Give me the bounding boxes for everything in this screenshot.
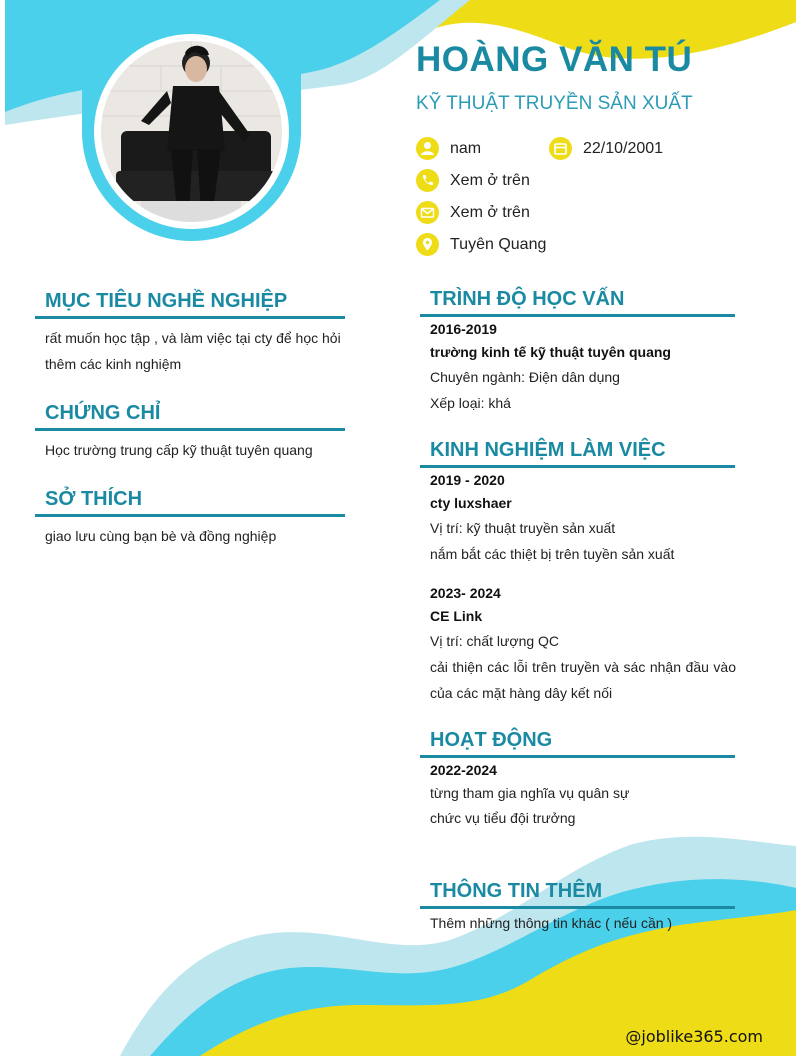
user-icon (416, 137, 439, 160)
experience-heading: KINH NGHIỆM LÀM VIỆC (430, 439, 666, 461)
objective-divider (35, 316, 345, 319)
email-icon (416, 201, 439, 224)
job-period: 2019 - 2020 (430, 472, 505, 488)
objective-heading: MỤC TIÊU NGHỀ NGHIỆP (45, 290, 288, 312)
activities-line: từng tham gia nghĩa vụ quân sự (430, 785, 630, 801)
job-title: KỸ THUẬT TRUYỀN SẢN XUẤT (416, 93, 693, 114)
birthday-row (549, 137, 663, 160)
extra-heading: THÔNG TIN THÊM (430, 880, 603, 902)
education-grade: Xếp loại: khá (430, 395, 511, 411)
certificates-divider (35, 428, 345, 431)
profile-photo (101, 41, 282, 222)
job-period: 2023- 2024 (430, 585, 501, 601)
job-description: nắm bắt các thiệt bị trên tuyền sản xuất (430, 546, 675, 562)
hobbies-divider (35, 514, 345, 517)
job-company: cty luxshaer (430, 495, 512, 511)
location-icon (416, 233, 439, 256)
gender-value: nam (450, 139, 482, 157)
education-heading: TRÌNH ĐỘ HỌC VẤN (430, 288, 625, 310)
certificates-heading: CHỨNG CHỈ (45, 402, 161, 424)
phone-row (416, 169, 530, 192)
email-value: Xem ở trên (450, 203, 530, 221)
hobbies-text: giao lưu cùng bạn bè và đồng nghiệp (45, 528, 277, 544)
phone-icon (416, 169, 439, 192)
education-period: 2016-2019 (430, 321, 497, 337)
extra-text: Thêm những thông tin khác ( nếu cần ) (430, 915, 673, 931)
email-row (416, 201, 530, 224)
activities-period: 2022-2024 (430, 762, 497, 778)
activities-heading: HOẠT ĐỘNG (430, 729, 553, 751)
job-position: Vị trí: chất lượng QC (430, 633, 560, 649)
job-description: cải thiện các lỗi trên truyền và sác nhận đầu vào của các mặt hàng dây kết nối (430, 659, 736, 701)
activities-divider (420, 755, 735, 758)
gender-row (416, 137, 481, 160)
birthday-value: 22/10/2001 (583, 139, 664, 157)
job-position: Vị trí: kỹ thuật truyền sản xuất (430, 520, 616, 536)
education-school: trường kinh tế kỹ thuật tuyên quang (430, 344, 671, 360)
experience-divider (420, 465, 735, 468)
job-company: CE Link (430, 608, 483, 624)
hobbies-heading: SỞ THÍCH (45, 488, 143, 510)
watermark: @joblike365.com (625, 1027, 763, 1046)
certificates-text: Học trường trung cấp kỹ thuật tuyên quang (45, 442, 313, 458)
objective-text: rất muốn học tập , và làm việc tại cty để học hỏi thêm các kinh nghiệm (45, 330, 341, 372)
extra-divider (420, 906, 735, 909)
education-divider (420, 314, 735, 317)
calendar-icon (549, 137, 572, 160)
phone-value: Xem ở trên (450, 171, 530, 189)
activities-line: chức vụ tiểu đội trưởng (430, 810, 576, 826)
address-value: Tuyên Quang (450, 235, 547, 253)
education-major: Chuyên ngành: Điện dân dụng (430, 369, 620, 385)
candidate-name: HOÀNG VĂN TÚ (416, 40, 693, 79)
address-row (416, 233, 546, 256)
